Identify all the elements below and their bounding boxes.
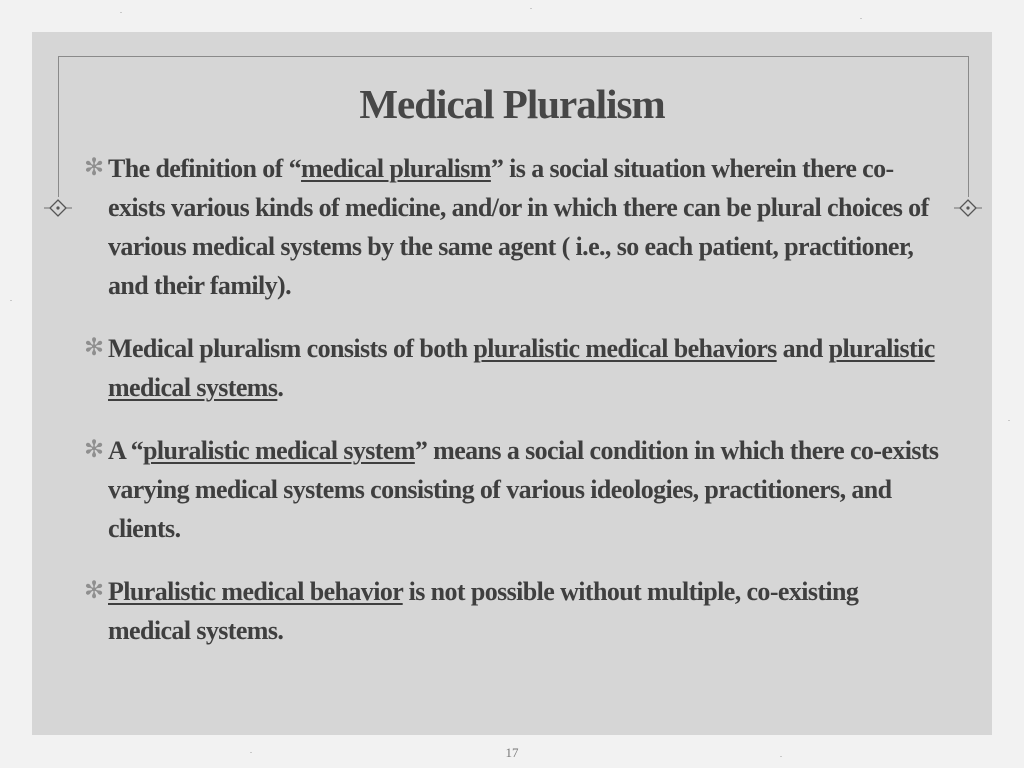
underlined-term: Pluralistic medical behavior bbox=[108, 577, 403, 606]
diamond-ornament-icon bbox=[954, 194, 982, 222]
bullet-segment: The definition of “ bbox=[108, 154, 302, 183]
underlined-term: medical pluralism bbox=[301, 154, 491, 183]
underlined-term: pluralistic medical systems bbox=[108, 334, 935, 402]
bullet-item bbox=[84, 329, 944, 407]
bullet-segment: and bbox=[776, 334, 829, 363]
bullet-item bbox=[84, 431, 944, 548]
asterisk-bullet-icon: ✻ bbox=[84, 155, 104, 181]
bullet-text bbox=[108, 436, 938, 543]
bullet-segment: ” is a social situation wherein there co-exists various kinds of medicine, and/or in which there can be plural choices of various medical systems by the same agent ( i.e., so each patient, practitioner, and their family). bbox=[108, 154, 929, 300]
asterisk-bullet-icon: ✻ bbox=[84, 578, 104, 604]
bullet-segment: is not possible without multiple, co-existing medical systems. bbox=[108, 577, 859, 645]
diamond-ornament-icon bbox=[44, 194, 72, 222]
background-speck bbox=[1008, 420, 1010, 421]
bullet-text bbox=[108, 577, 858, 645]
asterisk-bullet-icon: ✻ bbox=[84, 335, 104, 361]
background-speck bbox=[10, 300, 12, 301]
background-speck bbox=[860, 18, 862, 19]
bullet-item bbox=[84, 149, 944, 305]
slide-title: Medical Pluralism bbox=[359, 81, 665, 127]
bullet-segment: ” means a social condition in which there co-exists varying medical systems consisting of various ideologies, practitioners, and clients. bbox=[108, 436, 939, 543]
bullet-text bbox=[108, 334, 935, 402]
underlined-term: pluralistic medical behaviors bbox=[473, 334, 777, 363]
bullet-text bbox=[108, 154, 929, 300]
underlined-term: pluralistic medical system bbox=[143, 436, 415, 465]
bullet-segment: . bbox=[277, 373, 284, 402]
slide-panel bbox=[32, 32, 992, 735]
background-speck bbox=[120, 12, 122, 13]
bullet-item bbox=[84, 572, 944, 650]
page-number: 17 bbox=[505, 745, 519, 760]
bullet-segment: A “ bbox=[108, 436, 144, 465]
background-speck bbox=[530, 8, 532, 9]
bullet-segment: Medical pluralism consists of both bbox=[108, 334, 474, 363]
asterisk-bullet-icon: ✻ bbox=[84, 437, 104, 463]
bullet-list bbox=[84, 149, 944, 674]
